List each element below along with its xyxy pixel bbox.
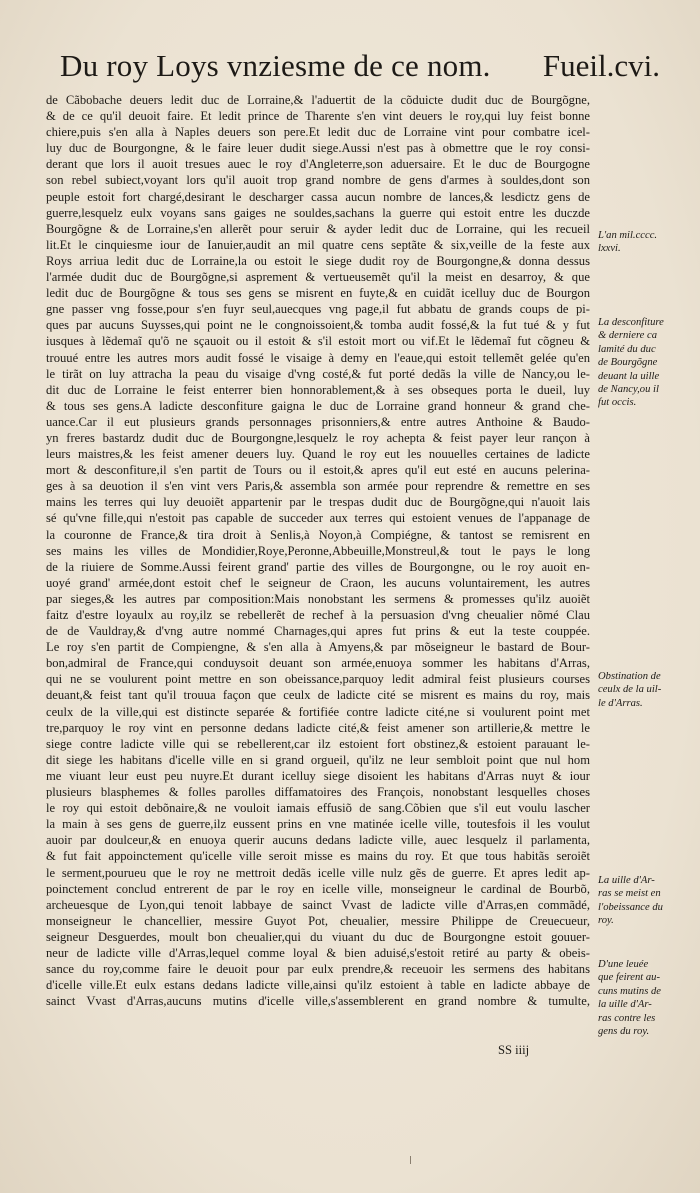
text-line: la main à ses gens de guerre,ilz eussent prins en vne matinée icelle ville, toutesfois il les voulut <box>46 817 590 832</box>
text-line: chiere,puis s'en alla à Naples deuers son pere.Et ledit duc de Lorraine vint pour combatre icel- <box>46 125 590 140</box>
text-line: le tirãt on luy attracha la peau du visaige d'vng costé,& fut porté dedãs la ville de Nancy,ou le- <box>46 366 590 381</box>
text-line: guerre,lesquelz eulx voyans sans gaiges ne souldes,sachans la guerre qui estoit entre les duczde <box>46 205 590 220</box>
text-line: Bourgõgne & de Lorraine,s'en allerẽt pour seruir & ayder ledit duc de Lorraine, qui les recueil <box>46 221 590 236</box>
text-line: d'icelle ville.Et eulx estans dedans ladicte ville,ainsi qu'ilz estoient à table en ladicte abbaye de <box>46 978 590 993</box>
margin-note-line: de Nancy,ou il <box>598 384 659 396</box>
text-line: de Cãbobache deuers ledit duc de Lorraine,& l'aduertit de la cõduicte dudit duc de Bourgõgne, <box>46 93 590 107</box>
margin-note-mutins <box>598 958 661 1038</box>
text-line: seigneur Desguerdes, moult bon cheualier,qui du viuant du duc de Bourgongne estoit gouuer- <box>46 929 590 944</box>
text-line: neur de ladicte ville d'Arras,lequel comme loyal & bien aduisé,s'estoit retiré au party & obeis- <box>46 945 590 960</box>
text-line: faitz d'estre loyaulx au roy,ilz se rebellerẽt de rechef à la persuasion d'vng cheualier nõmé Clau <box>46 608 590 622</box>
text-line: peuple estoit fort chargé,desirant le descharger cassa aucun nombre de lances,& lesdictz gens de <box>46 189 590 204</box>
text-line: sé qu'vne fille,qui n'estoit pas capable de succeder aux terres qui estoient venues de l'appanage de <box>46 511 590 526</box>
margin-note-line: fut occis. <box>598 397 637 409</box>
text-line: ges à sa deuotion il s'en vint vers Paris,& assembla son armée pour reprendre & remettre en ses <box>46 479 590 494</box>
margin-note-line: gens du roy. <box>598 1026 650 1038</box>
main-text-block <box>46 92 590 1009</box>
text-line: derant que lors il auoit tresues auec le roy d'Angleterre,son aduersaire. Et le duc de Bourgogne <box>46 157 590 172</box>
text-line: gne passer vng fosse,pour s'en fuyr seul,auecques vng page,il fut abbatu de grands coups de pi- <box>46 302 590 317</box>
text-line: ledit duc de Bourgõgne & tous ses gens se misrent en fuyte,& en cuidãt icelluy duc de Bourgon <box>46 286 590 301</box>
text-line: yn freres bastardz dudit duc de Bourgongne,lesquelz le roy achepta & feist payer leur rançon à <box>46 430 590 445</box>
text-line: Le roy s'en partit de Compiengne, & s'en alla à Amyens,& par mõseigneur le bastard de Bour- <box>46 640 590 655</box>
text-line: trouué entre les autres mors audit fossé le visaige à demy en l'eaue,qui estoit tellemẽt gelée qu'en <box>46 350 590 365</box>
margin-note-line: Obstination de <box>598 671 661 682</box>
margin-note-arras-obeissance <box>598 874 663 928</box>
margin-note-line: La desconfiture <box>598 317 664 328</box>
text-line: archeuesque de Lyon,qui tenoit labbaye de sainct Vvast de ladicte ville d'Arras,en commãdé, <box>46 897 590 912</box>
text-line: plusieurs blasphemes & folles parolles diffamatoires des François, nonobstant lesquelles choses <box>46 785 590 800</box>
margin-note-line: La uille d'Ar- <box>598 875 655 886</box>
page-header <box>60 48 660 88</box>
text-line: & de ce qu'il deuoit faire. Et ledit prince de Tharente s'en vint deuers le roy,qui luy feist bonne <box>46 109 590 124</box>
text-line: bon,admiral de France,qui conduysoit deuant son armée,enuoya sommer les habitans d'Arras, <box>46 656 590 671</box>
margin-note-line: de Bourgõgne <box>598 357 658 369</box>
text-line: & tous ses gens.A ladicte desconfiture gaigna le duc de Lorraine grand honneur & grand che- <box>46 398 590 413</box>
margin-note-year <box>598 229 657 256</box>
text-line: iusques à lẽdemaĩ qu'õ ne sçauoit ou il estoit & s'il estoit mort ou vif.Et le lẽdemaĩ fut cõgneu & <box>46 334 590 349</box>
text-line: uoyé grand' armée,dont estoit chef le seigneur de Craon, les aucuns voluntairement, les autres <box>46 575 590 590</box>
margin-note-line: la uille d'Ar- <box>598 999 652 1011</box>
margin-note-line: cuns mutins de <box>598 985 661 997</box>
text-line: le roy qui estoit debõnaire,& ne vouloit iamais effusiõ de sang.Cõbien que s'il eut voulu lascher <box>46 801 590 816</box>
text-line: sance du roy,comme faire le deuoit pour par eulx prendre,& receuoir les sermens des habitans <box>46 962 590 977</box>
text-line: tre,parquoy le roy vint en personne dedans ladicte cité,& feist amener son artillerie,& mettre le <box>46 720 590 735</box>
text-line: lit.Et le cinquiesme iour de Ianuier,audit an mil quatre cens septãte & six,veille de la feste aux <box>46 237 590 252</box>
page-mark <box>410 1156 411 1164</box>
margin-note-line: D'une leuée <box>598 959 649 970</box>
margin-note-line: ceulx de la uil- <box>598 684 662 696</box>
text-line: ses mains les villes de Mondidier,Roye,Peronne,Abbeuille,Monstreul,& tout le pays le long <box>46 543 590 558</box>
margin-note-line: roy. <box>598 915 614 927</box>
margin-note-line: lxxvi. <box>598 243 621 255</box>
margin-note-nancy <box>598 316 664 410</box>
text-line: dit siege les habitans d'icelle ville en si grand orgueil, qu'ilz ne leur sembloit point que nul hom <box>46 752 590 767</box>
margin-note-line: l'obeissance du <box>598 901 663 913</box>
margin-note-line: & derniere ca <box>598 330 658 342</box>
text-line: deuant,& feist tant qu'il trouua façon que ceulx de ladicte cité se misrent es mains du roy, mais <box>46 688 590 703</box>
folio-number: Fueil.cvi. <box>542 48 660 83</box>
text-line: luy duc de Bourgongne, & le faire leuer dudit siege.Aussi n'est pas à obmettre que le roy consi- <box>46 141 590 156</box>
text-line: le serment,pourueu que le roy ne mettroit dedãs icelle ville nulz gẽs de guerre. Et apres ledit ap- <box>46 865 590 880</box>
margin-note-line: lamité du duc <box>598 343 656 355</box>
text-line: mort & desconfiture,il s'en partit de Tours ou il estoit,& apres qu'il eut esté en aucuns pelerina- <box>46 463 590 478</box>
text-line: de la riuiere de Somme.Aussi feirent grand' partie des villes de Bourgongne, ou le roy auoit en- <box>46 559 590 574</box>
text-line: mains les terres qui luy deuoiẽt appartenir par le trespas dudit duc de Bourgõgne,qui n'auoit lais <box>46 495 590 510</box>
running-title: Du roy Loys vnziesme de ce nom. <box>60 48 491 83</box>
text-line: leurs maistres,& les feist amener deuers luy. Quand le roy eut les nouuelles certaines de ladicte <box>46 447 590 462</box>
text-line: qui ne se voulurent point mettre en son obeissance,parquoy ledit admiral feist plusieurs courses <box>46 672 590 687</box>
margin-note-line: deuant la uille <box>598 370 660 382</box>
text-line: auoir par doulceur,& en enuoya querir aucuns dedans ladicte ville, auec lesquelz il parlamenta, <box>46 833 590 848</box>
text-line: & fut fait appoinctement qu'icelle ville seroit misse es mains du roy. Et que tous habitãs seroiẽt <box>46 849 590 864</box>
signature-mark: SS iiij <box>498 1043 530 1057</box>
text-line: Roys arriua ledit duc de Lorraine,la ou estoit le siege dudit roy de Bourgongne,& donna dessus <box>46 253 590 268</box>
text-line: par sieges,& les autres par composition:Mais nonobstant les sermens & promesses qu'ilz auoiẽt <box>46 591 590 606</box>
text-line: uance.Car il eut plusieurs grands personnages prisonniers,& entre autres Anthoine & Baudo- <box>46 414 590 429</box>
text-line: ceulx de la ville,qui est distincte separée & fortifiée contre ladicte cité,ne si voulurent point met <box>46 704 590 719</box>
margin-note-line: ras se meist en <box>598 888 661 900</box>
margin-note-arras-obstination <box>598 670 661 710</box>
text-line: monseigneur le chancellier, messire Guyot Pot, cheualier, messire Philippe de Creuecueur, <box>46 913 590 928</box>
text-line: l'armée dudit duc de Bourgõgne,si asprement & vertueusemẽt qu'il la meist en desarroy, & que <box>46 270 590 285</box>
text-line: de de Vauldray,& d'vng autre nommé Charnages,qui apres fut prins & eut la teste couppée. <box>46 624 590 639</box>
margin-note-line: le d'Arras. <box>598 697 643 709</box>
text-line: siege contre ladicte ville qui se rebellerent,car ilz estoient fort obstinez,& estoient parauant le- <box>46 736 590 751</box>
text-line: sainct Vvast d'Arras,aucuns mutins d'icelle ville,s'assemblerent en grand nombre & tumulte, <box>46 994 590 1009</box>
text-line: poinctement conclud entrerent de par le roy en icelle ville, monseigneur le cardinal de Bourbõ, <box>46 881 590 896</box>
margin-note-line: ras contre les <box>598 1012 656 1024</box>
text-line: me viuant leur eust peu nuyre.Et durant icelluy siege disoient les habitans d'Arras nuyt & iour <box>46 768 590 783</box>
text-line: son rebel subiect,voyant lors qu'il auoit trop grand nombre de gens d'armes à souldes,dont son <box>46 173 590 188</box>
text-line: ques par aucuns Suysses,qui point ne le congnoissoient,& tomba audit fossé,& la fut tué & y fut <box>46 318 590 333</box>
text-line: dit duc de Lorraine le feist enterrer bien honnorablement,& à ses obseques porta le dueil, luy <box>46 382 590 397</box>
margin-note-line: L'an mil.cccc. <box>598 230 658 241</box>
margin-note-line: que feirent au- <box>598 972 660 984</box>
text-line: la couronne de France,& tira droit à Senlis,à Noyon,à Compiégne, & tantost se remisrent en <box>46 527 590 542</box>
